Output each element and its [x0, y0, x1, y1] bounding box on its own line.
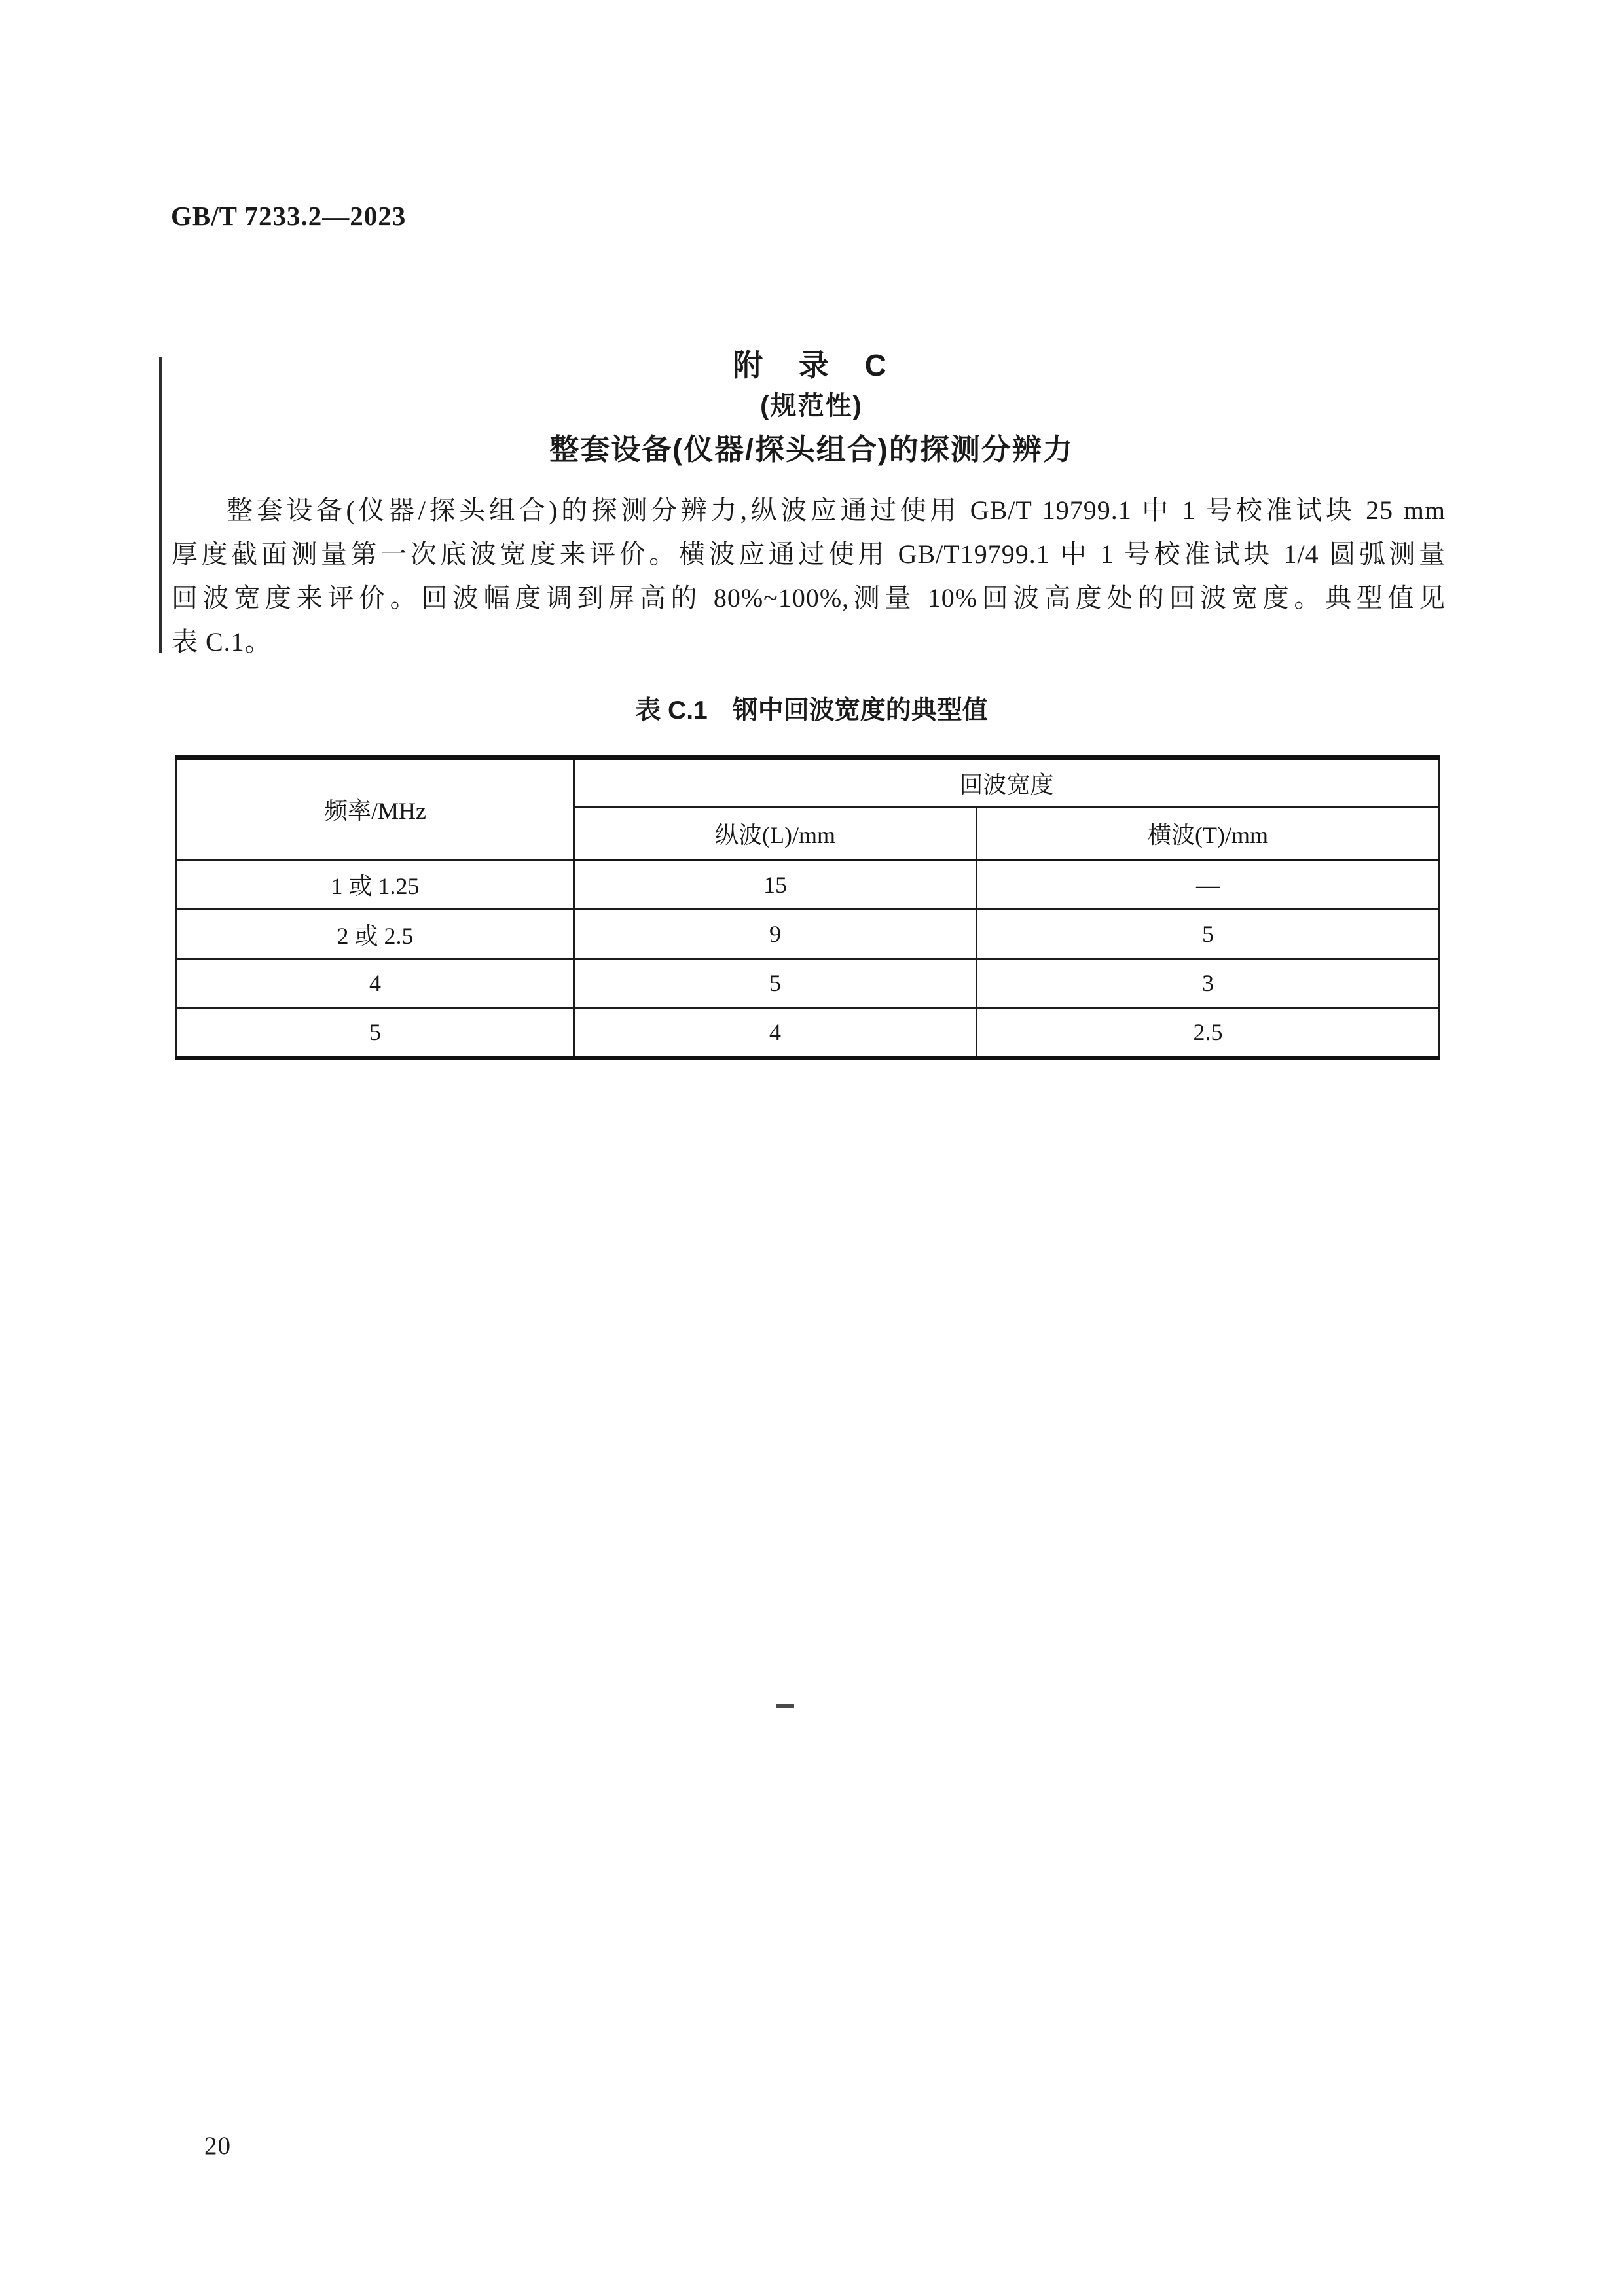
cell-transverse: 2.5: [977, 1008, 1440, 1058]
standard-number: GB/T 7233.2—2023: [171, 201, 407, 231]
cell-frequency: 1 或 1.25: [177, 860, 574, 910]
cell-frequency: 5: [177, 1008, 574, 1058]
cell-longitudinal: 15: [574, 860, 977, 910]
page-number: 20: [204, 2132, 231, 2160]
cell-transverse: 3: [977, 959, 1440, 1008]
appendix-normative-label: (规范性): [760, 391, 863, 420]
body-paragraph: [172, 488, 1446, 664]
table-header-transverse: 横波(T)/mm: [977, 807, 1440, 861]
cell-longitudinal: 5: [574, 959, 977, 1008]
paragraph-line: 厚度截面测量第一次底波宽度来评价。横波应通过使用 GB/T19799.1 中 1 号校准试块 1/4 圆弧测量: [172, 539, 1446, 569]
table-caption: [0, 690, 1623, 726]
table-row: [177, 1008, 1440, 1058]
paragraph-line: 整套设备(仪器/探头组合)的探测分辨力,纵波应通过使用 GB/T 19799.1 中 1 号校准试块 25 mm: [227, 495, 1446, 525]
table-caption-title: 钢中回波宽度的典型值: [732, 696, 988, 725]
appendix-heading: 整套设备(仪器/探头组合)的探测分辨力: [549, 433, 1074, 466]
paragraph-line: 表 C.1。: [172, 627, 272, 656]
table-row: [177, 860, 1440, 910]
cell-transverse: 5: [977, 910, 1440, 959]
table-row: [177, 959, 1440, 1008]
cell-frequency: 2 或 2.5: [177, 910, 574, 959]
table-header-frequency: 频率/MHz: [177, 758, 574, 861]
table-c1: [175, 755, 1440, 1060]
cell-longitudinal: 4: [574, 1008, 977, 1058]
appendix-title: 附 录 C: [733, 348, 890, 382]
cell-frequency: 4: [177, 959, 574, 1008]
cell-transverse: —: [977, 860, 1440, 910]
table-header-longitudinal: 纵波(L)/mm: [574, 807, 977, 861]
table-header-echo-width-group: 回波宽度: [574, 758, 1440, 807]
table-row: [177, 910, 1440, 959]
cell-longitudinal: 9: [574, 910, 977, 959]
center-dash-mark: [776, 1704, 794, 1708]
paragraph-line: 回波宽度来评价。回波幅度调到屏高的 80%~100%,测量 10%回波高度处的回波宽度。典型值见: [172, 583, 1446, 613]
table-caption-label: 表 C.1: [635, 696, 708, 725]
